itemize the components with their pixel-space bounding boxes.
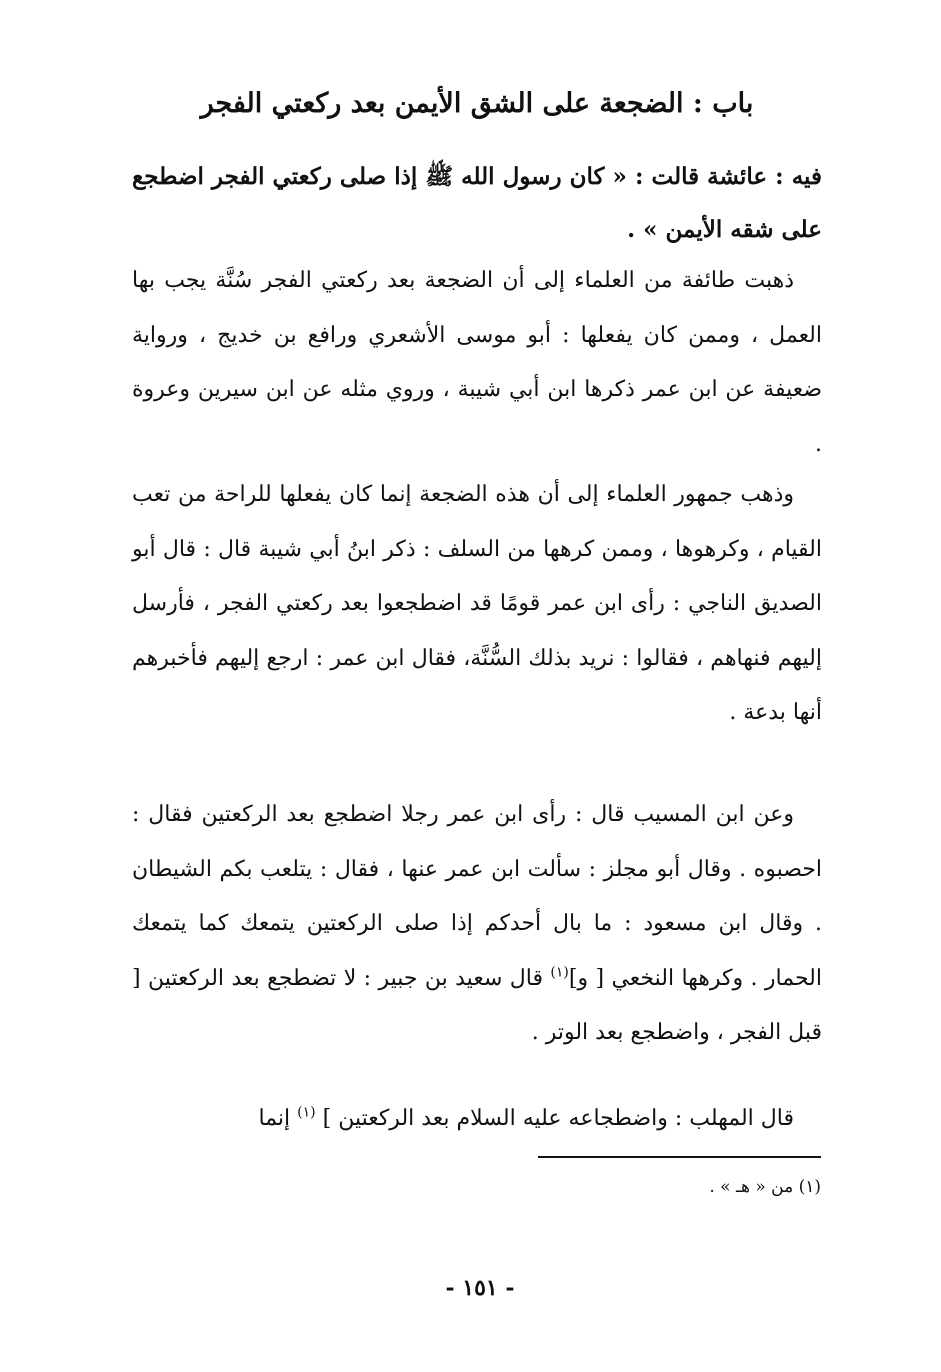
page-number: - ١٥١ -: [445, 1275, 515, 1301]
paragraph-3-text-a: وعن ابن المسيب قال : رأى ابن عمر رجلا اضطجع بعد الركعتين فقال : احصبوه . وقال أبو مجلز : سألت ابن عمر عنها ، فقال : يتلعب بكم الشيطان . وقال ابن مسعود : ما بال أحدكم إذا صلى الركعتين يتمعك كما يتمعك الحمار . وكرهها النخعي [ و]: [132, 802, 822, 991]
paragraph-1-text: ذهبت طائفة من العلماء إلى أن الضجعة بعد ركعتي الفجر سُنَّة يجب بها العمل ، وممن كان يفعلها : أبو موسى الأشعري ورافع بن خديج ، ورواية ضعيفة عن ابن عمر ذكرها ابن أبي شيبة ، وروي مثله عن ابن سيرين وعروة .: [132, 268, 822, 457]
paragraph-4-text-a: قال المهلب : واضطجاعه عليه السلام بعد الركعتين ]: [315, 1106, 794, 1131]
paragraph-2-text: وذهب جمهور العلماء إلى أن هذه الضجعة إنما كان يفعلها للراحة من تعب القيام ، وكرهوها ، وممن كرهها من السلف : ذكر ابنُ أبي شيبة قال : قال أبو الصديق الناجي : رأى ابن عمر قومًا قد اضطجعوا بعد ركعتي الفجر ، فأرسل إليهم فنهاهم ، فقالوا : نريد بذلك السُّنَّة، فقال ابن عمر : ارجع إليهم فأخبرهم أنها بدعة .: [132, 482, 822, 725]
footnote-marker: (١): [550, 964, 569, 981]
paragraph-3: [132, 788, 822, 1061]
paragraph-4-text-b: إنما: [258, 1106, 298, 1131]
paragraph-4: [132, 1092, 822, 1147]
paragraph-1: [132, 254, 822, 472]
chapter-title: باب : الضجعة على الشق الأيمن بعد ركعتي الفجر: [200, 88, 754, 119]
footnote-marker: (١): [297, 1104, 316, 1121]
footnote-divider: [538, 1156, 821, 1158]
footnote: (١) من « هـ » .: [709, 1177, 821, 1197]
paragraph-3-text-b: قال سعيد بن جبير : لا تضطجع بعد الركعتين [ قبل الفجر ، واضطجع بعد الوتر .: [132, 965, 822, 1045]
paragraph-2: [132, 468, 822, 741]
hadith-text: فيه : عائشة قالت : « كان رسول الله ﷺ إذا صلى ركعتي الفجر اضطجع على شقه الأيمن » .: [132, 163, 822, 243]
